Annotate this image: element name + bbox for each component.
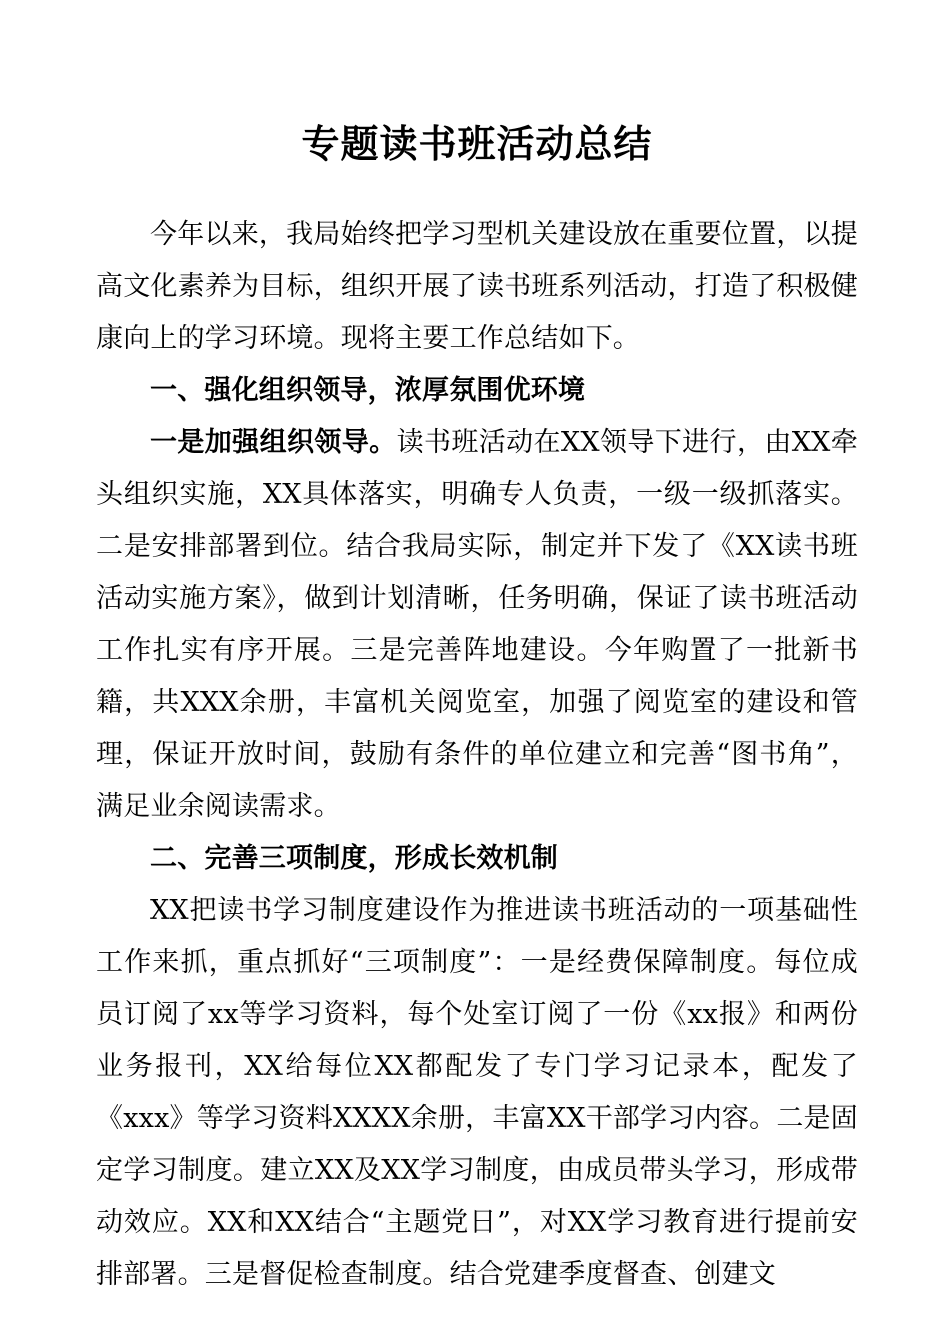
paragraph-intro: 今年以来，我局始终把学习型机关建设放在重要位置，以提高文化素养为目标，组织开展了读书班系列活动，打造了积极健康向上的学习环境。现将主要工作总结如下。 bbox=[96, 219, 858, 355]
section-heading-one: 一、强化组织领导，浓厚氛围优环境 bbox=[150, 375, 586, 407]
paragraph-body-text: 读书班活动在XX领导下进行，由XX牵头组织实施，XX具体落实，明确专人负责，一级一级抓落实。二是安排部署到位。结合我局实际，制定并下发了《XX读书班活动实施方案》，做到计划清晰，任务明确，保证了读书班活动工作扎实有序开展。三是完善阵地建设。今年购置了一批新书籍，共XXX余册，丰富机关阅览室，加强了阅览室的建设和管理，保证开放时间，鼓励有条件的单位建立和完善“图书角”，满足业余阅读需求。 bbox=[96, 427, 858, 823]
paragraph-section-one bbox=[96, 417, 858, 833]
paragraph-lead-text: 一是加强组织领导。 bbox=[150, 427, 397, 459]
page-title: 专题读书班活动总结 bbox=[301, 122, 653, 166]
paragraph-section-two: XX把读书学习制度建设作为推进读书班活动的一项基础性工作来抓，重点抓好“三项制度”：一是经费保障制度。每位成员订阅了xx等学习资料，每个处室订阅了一份《xx报》和两份业务报刊，XX给每位XX都配发了专门学习记录本，配发了《xxx》等学习资料XXXX余册，丰富XX干部学习内容。二是固定学习制度。建立XX及XX学习制度，由成员带头学习，形成带动效应。XX和XX结合“主题党日”，对XX学习教育进行提前安排部署。三是督促检查制度。结合党建季度督查、创建文 bbox=[96, 895, 858, 1291]
section-heading-two: 二、完善三项制度，形成长效机制 bbox=[150, 843, 558, 875]
